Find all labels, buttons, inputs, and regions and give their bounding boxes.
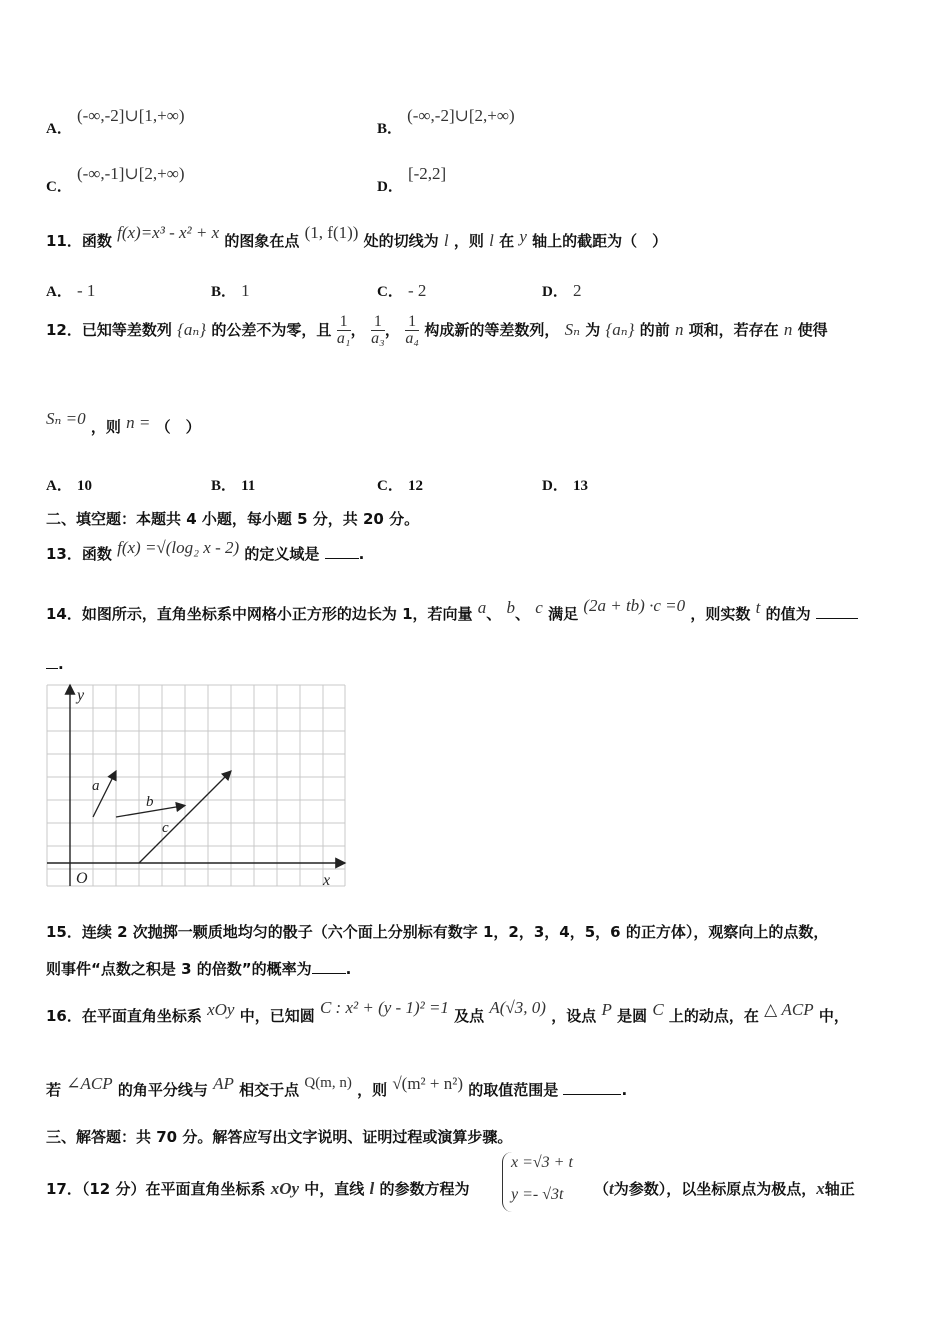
fraction-1-over-a4 bbox=[405, 314, 419, 347]
text: 轴上的截距为（ ） bbox=[532, 232, 668, 250]
segment-ap: AP bbox=[213, 1074, 234, 1093]
q15-line1: 15．连续 2 次抛掷一颗质地均匀的骰子（六个面上分别标有数字 1，2，3，4，5，6 的正方体），观察向上的点数， bbox=[46, 923, 829, 941]
text: 的定义域是 bbox=[244, 545, 320, 563]
option-label: C． bbox=[377, 478, 403, 494]
option-value: 10 bbox=[76, 478, 92, 494]
q15-line2 bbox=[46, 958, 351, 979]
text: 若 bbox=[46, 1081, 62, 1099]
answer-blank-cont[interactable] bbox=[46, 668, 58, 669]
q16-number: 16．在平面直角坐标系 bbox=[46, 1007, 202, 1025]
text: 、 bbox=[486, 605, 502, 623]
text: 的参数方程为 bbox=[379, 1180, 470, 1198]
sequence: {aₙ} bbox=[605, 320, 635, 339]
option-expr: (-∞,-1]∪[2,+∞) bbox=[76, 164, 185, 183]
q11-option-b bbox=[211, 280, 250, 301]
text: 满足 bbox=[548, 605, 579, 623]
var-b: b bbox=[506, 598, 516, 617]
text: 上的动点，在 bbox=[668, 1007, 759, 1025]
text: . bbox=[58, 655, 64, 673]
q14-stem-cont bbox=[46, 655, 64, 673]
vector-a-label: a bbox=[92, 778, 100, 794]
fraction-denominator: a₁ bbox=[336, 330, 351, 347]
q11-number: 11．函数 bbox=[46, 232, 112, 250]
fraction-1-over-a3 bbox=[371, 314, 385, 347]
answer-blank[interactable] bbox=[325, 558, 359, 559]
q11-point: (1, f(1)) bbox=[304, 223, 359, 242]
var-t: t bbox=[609, 1179, 614, 1198]
option-expr: (-∞,-2]∪[2,+∞) bbox=[407, 106, 515, 125]
var-c: C bbox=[652, 1000, 664, 1019]
fraction-numerator: 1 bbox=[405, 314, 419, 331]
q12-stem bbox=[46, 314, 828, 347]
text: . bbox=[358, 545, 365, 563]
q11-stem bbox=[46, 223, 668, 251]
text: 的取值范围是 bbox=[468, 1081, 559, 1099]
q14-number: 14．如图所示，直角坐标系中网格小正方形的边长为 1，若向量 bbox=[46, 605, 473, 623]
q13-number: 13．函数 bbox=[46, 545, 112, 563]
text: 构成新的等差数列， bbox=[424, 321, 560, 339]
text: 的值为 bbox=[765, 605, 811, 623]
text: 在 bbox=[499, 232, 515, 250]
answer-blank[interactable] bbox=[312, 973, 346, 974]
var-x: x bbox=[816, 1179, 825, 1198]
point-a: A(√3, 0) bbox=[489, 998, 546, 1017]
sqrt-expression: √(m² + n²) bbox=[392, 1074, 463, 1093]
var-t: t bbox=[755, 598, 761, 617]
text: 的前 bbox=[639, 321, 670, 339]
comma: ， bbox=[384, 321, 400, 339]
q13-stem bbox=[46, 538, 365, 564]
option-label: A． bbox=[46, 478, 72, 494]
option-label: B． bbox=[211, 284, 237, 300]
var-xoy: xOy bbox=[207, 1000, 235, 1019]
option-value: 13 bbox=[572, 478, 588, 494]
vector-grid-figure bbox=[40, 680, 350, 890]
option-label: B． bbox=[211, 478, 237, 494]
text: 及点 bbox=[454, 1007, 485, 1025]
q11-function: f(x)=x³ - x² + x bbox=[117, 223, 220, 242]
text: 、 bbox=[515, 605, 531, 623]
text: ，则 bbox=[453, 232, 484, 250]
text: . bbox=[345, 960, 352, 978]
q10-option-c bbox=[46, 164, 185, 196]
q12-option-a bbox=[46, 474, 92, 495]
option-label: B． bbox=[377, 121, 403, 137]
q17-number: 17．（12 分）在平面直角坐标系 bbox=[46, 1180, 266, 1198]
text: （ bbox=[594, 1180, 610, 1198]
point-q: Q(m, n) bbox=[304, 1075, 352, 1091]
fraction-denominator: a₃ bbox=[371, 330, 385, 347]
text: 轴正 bbox=[824, 1180, 855, 1198]
q16-stem-cont bbox=[46, 1074, 628, 1100]
q12-option-c bbox=[377, 474, 423, 495]
parametric-brace bbox=[502, 1152, 583, 1212]
sequence: {aₙ} bbox=[177, 320, 207, 339]
var-l: l bbox=[369, 1179, 375, 1198]
text: 则事件“点数之积是 3 的倍数”的概率为 bbox=[46, 960, 312, 978]
var-n: n bbox=[674, 320, 684, 339]
text: 使得 bbox=[797, 321, 828, 339]
option-value: 12 bbox=[407, 478, 423, 494]
text: 的角平分线与 bbox=[117, 1081, 208, 1099]
text: 处的切线为 bbox=[363, 232, 439, 250]
section-heading-solution: 三、解答题：共 70 分。解答应写出文字说明、证明过程或演算步骤。 bbox=[46, 1128, 513, 1146]
text: 中， bbox=[818, 1007, 849, 1025]
text: 项和，若存在 bbox=[688, 321, 779, 339]
text: ，则 bbox=[90, 418, 121, 436]
option-label: A． bbox=[46, 284, 72, 300]
q11-option-d bbox=[542, 280, 581, 301]
text: 相交于点 bbox=[239, 1081, 300, 1099]
answer-blank[interactable] bbox=[563, 1094, 621, 1095]
option-label: C． bbox=[46, 179, 72, 195]
text: . bbox=[621, 1081, 628, 1099]
q11-option-a bbox=[46, 280, 95, 301]
origin-label: O bbox=[76, 870, 88, 887]
angle-acp: ∠ACP bbox=[66, 1074, 113, 1093]
option-label: D． bbox=[542, 284, 568, 300]
text: 是圆 bbox=[617, 1007, 648, 1025]
option-label: D． bbox=[377, 179, 403, 195]
fraction-numerator: 1 bbox=[371, 314, 385, 331]
q10-option-a bbox=[46, 106, 185, 138]
text: ，则实数 bbox=[690, 605, 751, 623]
fraction-denominator: a₄ bbox=[405, 330, 419, 347]
text: 为 bbox=[585, 321, 601, 339]
option-value: 11 bbox=[241, 478, 256, 494]
option-value: 2 bbox=[572, 281, 582, 300]
q12-stem-cont bbox=[46, 409, 201, 437]
var-sn: Sₙ bbox=[564, 320, 580, 339]
q12-n-eq: n = bbox=[126, 413, 151, 432]
comma: ， bbox=[350, 321, 366, 339]
fraction-numerator: 1 bbox=[337, 314, 351, 331]
q17-stem bbox=[46, 1178, 470, 1199]
q13-function: f(x) =√(log₂ x - 2) bbox=[117, 538, 240, 557]
option-value: - 2 bbox=[407, 281, 427, 300]
option-label: A． bbox=[46, 121, 72, 137]
q12-option-d bbox=[542, 474, 588, 495]
var-y: y bbox=[519, 227, 527, 246]
var-p: P bbox=[601, 1000, 612, 1019]
var-xoy: xOy bbox=[270, 1179, 300, 1198]
q14-condition: (2a + tb) ·c =0 bbox=[583, 596, 686, 615]
text: 的公差不为零，且 bbox=[211, 321, 332, 339]
param-eq-y: y =- √3t bbox=[511, 1186, 564, 1203]
q16-stem bbox=[46, 998, 849, 1026]
q12-option-b bbox=[211, 474, 255, 495]
triangle-acp: △ ACP bbox=[764, 1000, 814, 1019]
vector-c-label: c bbox=[162, 820, 169, 836]
var-c: c bbox=[535, 598, 543, 617]
answer-blank[interactable] bbox=[816, 618, 858, 619]
text: （ ） bbox=[155, 418, 201, 436]
text: 的图象在点 bbox=[224, 232, 300, 250]
q11-option-c bbox=[377, 280, 426, 301]
text: 中，直线 bbox=[304, 1180, 365, 1198]
q17-stem-cont bbox=[594, 1178, 855, 1199]
q12-condition: Sₙ =0 bbox=[46, 409, 86, 428]
q10-option-d bbox=[377, 164, 447, 196]
q10-option-b bbox=[377, 106, 515, 138]
option-value: 1 bbox=[241, 281, 250, 300]
x-axis-label: x bbox=[323, 872, 331, 889]
option-label: D． bbox=[542, 478, 568, 494]
option-expr: [-2,2] bbox=[407, 164, 447, 183]
section-heading-fill-in: 二、填空题：本题共 4 小题，每小题 5 分，共 20 分。 bbox=[46, 510, 420, 528]
text: ，设点 bbox=[551, 1007, 597, 1025]
param-eq-x: x =√3 + t bbox=[511, 1154, 573, 1171]
var-l: l bbox=[489, 231, 494, 250]
option-expr: (-∞,-2]∪[1,+∞) bbox=[76, 106, 185, 125]
fraction-1-over-a1 bbox=[337, 314, 351, 347]
text: 为参数），以坐标原点为极点， bbox=[613, 1180, 817, 1198]
text: 中，已知圆 bbox=[239, 1007, 315, 1025]
var-n: n bbox=[783, 320, 793, 339]
circle-equation: C : x² + (y - 1)² =1 bbox=[319, 998, 449, 1017]
text: ，则 bbox=[357, 1081, 388, 1099]
var-a: a bbox=[477, 598, 487, 617]
q12-number: 12．已知等差数列 bbox=[46, 321, 172, 339]
option-label: C． bbox=[377, 284, 403, 300]
vector-b-label: b bbox=[146, 794, 154, 810]
y-axis-label: y bbox=[77, 687, 85, 704]
var-l: l bbox=[443, 231, 449, 250]
option-value: - 1 bbox=[76, 281, 96, 300]
q14-stem bbox=[46, 596, 858, 624]
